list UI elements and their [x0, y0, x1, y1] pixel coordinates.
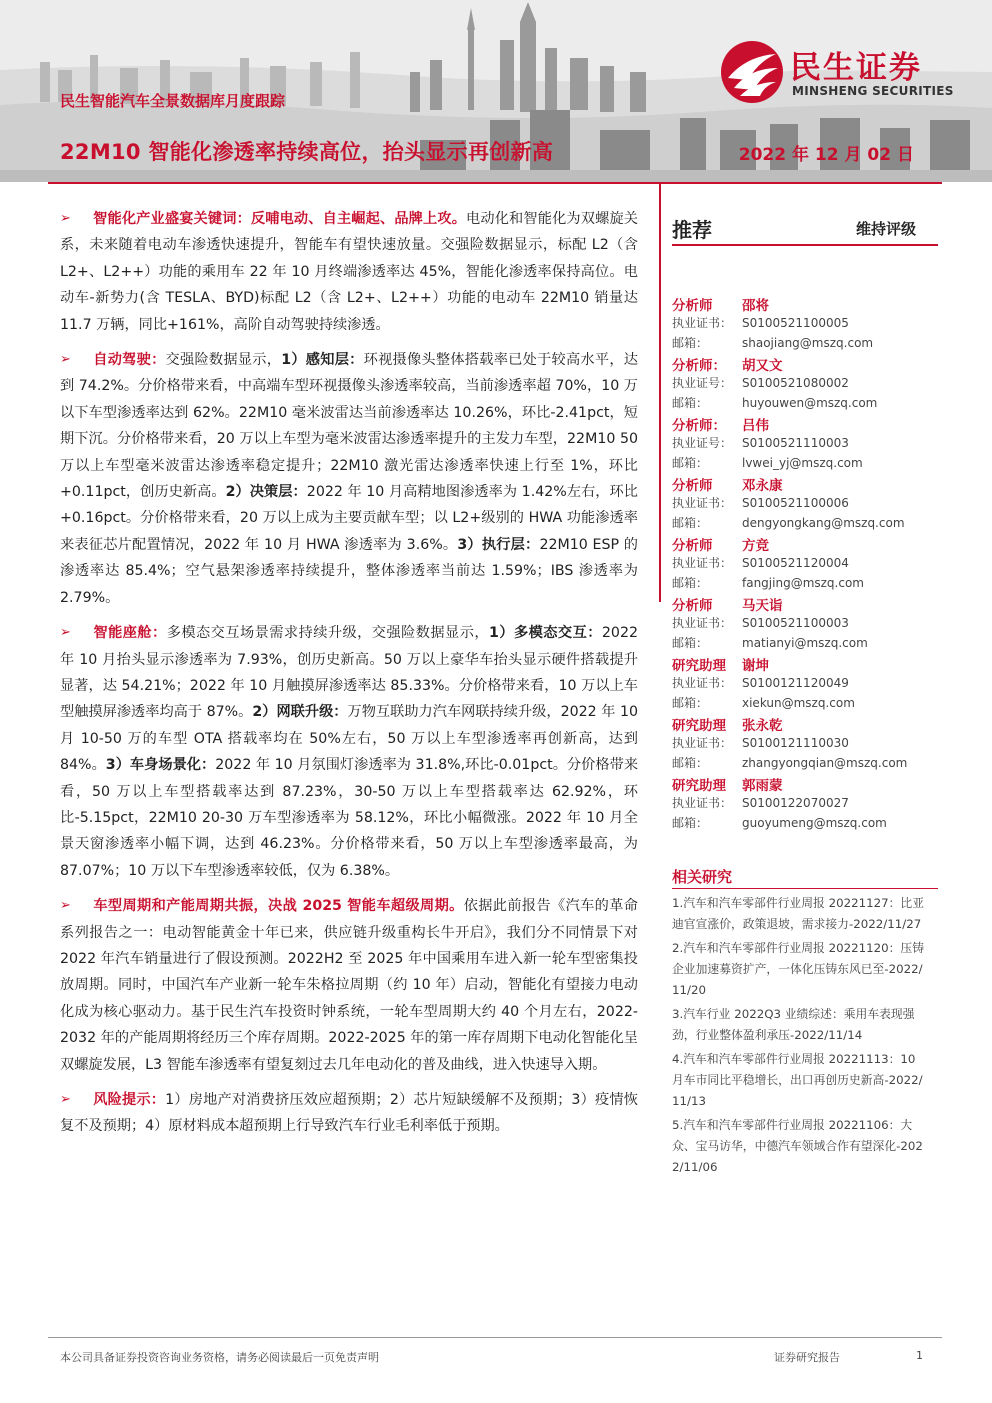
- analyst-cert-row: [672, 794, 938, 814]
- analyst-email-row: [672, 394, 938, 414]
- cert-label: 执业证书：: [672, 616, 733, 630]
- analyst-cert-row: [672, 434, 938, 454]
- paragraph-text: 环视摄像头整体搭载率已处于较高水平，达到 74.2%。分价格带来看，中高端车型环视摄像头渗透率较高，当前渗透率超 70%，10 万以下车型渗透率达到 62%。22M10 毫米波雷达当前渗透率达 10.26%，环比-2.41pct，短期下沉。分价格带来看，20 万以上车型为毫米波雷达渗透率提升的主发力车型，22M10 50 万以上车型毫米波雷达渗透率稳定提升；22M10 激光雷达渗透率快速上行至 1%，环比+0.11pct，创历史新高。: [60, 352, 638, 501]
- paragraph-text: 1）房地产对消费挤压效应超预期；2）芯片短缺缓解不及预期；3）疫情恢复不及预期；4）原材料成本超预期上行导致汽车行业毛利率低于预期。: [60, 1092, 638, 1135]
- paragraph-lead: 自动驾驶：: [93, 352, 166, 369]
- email-label: 邮箱：: [672, 516, 709, 530]
- series-title: 民生智能汽车全景数据库月度跟踪: [60, 92, 286, 110]
- analyst-role: 分析师: [672, 598, 713, 614]
- analyst-email: dengyongkang@mszq.com: [742, 516, 905, 530]
- paragraph-text: 2022 年 10 月氛围灯渗透率为 31.8%,环比-0.01pct。分价格带来看，50 万以上车型搭载率达到 87.23%，30-50 万以上车型搭载率达 62.92%，环比-5.15pct，22M10 20-30 万车型渗透率为 58.12%，环比小幅微涨。2022 年 10 月全景天窗渗透率小幅下调，达到 46.23%。分价格带来看，50 万以上车型渗透率最高，为 87.07%；10 万以下车型渗透率较低，仅为 6.38%。: [60, 757, 639, 879]
- analyst-email: shaojiang@mszq.com: [742, 336, 874, 350]
- cert-number: S0100521100006: [742, 496, 849, 510]
- analyst-cert-row: [672, 614, 938, 634]
- analyst-card: [672, 354, 938, 414]
- analyst-name: 郭雨蒙: [742, 778, 783, 794]
- analyst-role: 分析师：: [672, 358, 726, 374]
- analyst-name-row: [672, 594, 938, 614]
- paragraph-subhead: 1）感知层：: [281, 352, 364, 369]
- bullet-arrow-icon: ➢: [60, 352, 71, 368]
- analyst-email: zhangyongqian@mszq.com: [742, 756, 908, 770]
- cert-label: 执业证号：: [672, 436, 733, 450]
- bullet-arrow-icon: ➢: [60, 898, 71, 914]
- paragraph-subhead: 3）执行层：: [457, 536, 540, 553]
- cert-label: 执业证书：: [672, 316, 733, 330]
- analyst-email-row: [672, 454, 938, 474]
- analyst-name: 邵将: [742, 298, 769, 314]
- minsheng-logo: [718, 38, 968, 108]
- bullet-arrow-icon: ➢: [60, 211, 71, 226]
- cert-number: S0100122070027: [742, 796, 849, 810]
- cert-number: S0100121120049: [742, 676, 849, 690]
- column-divider: [659, 182, 661, 602]
- recommendation-title: 推荐: [672, 218, 712, 242]
- analyst-role: 研究助理: [672, 718, 726, 734]
- cert-number: S0100521100003: [742, 616, 849, 630]
- email-label: 邮箱：: [672, 456, 709, 470]
- analyst-cert-row: [672, 374, 938, 394]
- cert-number: S0100121110030: [742, 736, 849, 750]
- paragraph-text: 电动化和智能化为双螺旋关系，未来随着电动车渗透快速提升，智能车有望快速放量。交强险数据显示，标配 L2（含 L2+、L2++）功能的乘用车 22 年 10 月终端渗透率达 45%，智能化渗透率保持高位。电动车-新势力(含 TESLA、BYD)标配 L2（含 L2+、L2++）功能的电动车 22M10 销量达 11.7 万辆，同比+161%，高阶自动驾驶持续渗透。: [60, 211, 638, 333]
- related-research-item: 3.汽车行业 2022Q3 业绩综述：乘用车表现强劲，行业整体盈利承压-2022/11/14: [672, 1007, 915, 1042]
- email-label: 邮箱：: [672, 336, 709, 350]
- paragraph-text: 2022 年 10 月高精地图渗透率为 1.42%左右，环比+0.16pct。分价格带来看，20 万以上成为主要贡献车型；以 L2+级别的 HWA 功能渗透率来表征芯片配置情况，2022 年 10 月 HWA 渗透率为 3.6%。: [60, 484, 638, 553]
- analyst-email: xiekun@mszq.com: [742, 696, 855, 710]
- cert-label: 执业证书：: [672, 556, 733, 570]
- cert-number: S0100521120004: [742, 556, 849, 570]
- paragraph-lead: 智能座舱：: [93, 625, 167, 642]
- cert-label: 执业证书：: [672, 496, 733, 510]
- analyst-cert-row: [672, 494, 938, 514]
- paragraph-text: 交强险数据显示，: [165, 352, 282, 369]
- bullet-arrow-icon: ➢: [60, 1092, 71, 1107]
- cert-number: S0100521110003: [742, 436, 849, 450]
- footer-divider: [48, 1337, 942, 1338]
- analyst-email-row: [672, 514, 938, 534]
- analyst-name: 谢坤: [742, 658, 769, 674]
- analyst-email: matianyi@mszq.com: [742, 636, 868, 650]
- analyst-role: 研究助理: [672, 778, 726, 794]
- paragraph-text: 依据此前报告《汽车的革命系列报告之一：电动智能黄金十年已来，供应链升级重构长牛开启》，我们分不同情景下对 2022 年汽车销量进行了假设预测。2022H2 至 2025 年中国乘用车进入新一轮车型密集投放周期。同时，中国汽车产业新一轮车朱格拉周期（约 10 年）启动，智能化有望接力电动化成为核心驱动力。基于民生汽车投资时钟系统，一轮车型周期大约 40 个月左右，2022-2032 年的产能周期将经历三个库存周期。2022-2025 年的第一库存周期下电动化智能化呈双螺旋发展，L3 智能车渗透率有望复刻过去几年电动化的普及曲线，进入快速导入期。: [60, 898, 638, 1073]
- summary-paragraph-2: [60, 347, 638, 611]
- analyst-role: 分析师: [672, 298, 713, 314]
- page-number: 1: [916, 1349, 923, 1362]
- cert-number: S0100521100005: [742, 316, 849, 330]
- analyst-name: 马天诣: [742, 598, 783, 614]
- analyst-name-row: [672, 654, 938, 674]
- related-research-list: [672, 893, 924, 1181]
- minsheng-emblem-icon: [718, 38, 786, 106]
- cert-label: 执业证书：: [672, 796, 733, 810]
- analyst-name-row: [672, 354, 938, 374]
- email-label: 邮箱：: [672, 756, 709, 770]
- bullet-arrow-icon: ➢: [60, 625, 71, 641]
- header-banner: [0, 0, 992, 182]
- logo-english-name: MINSHENG SECURITIES: [792, 84, 954, 98]
- paragraph-subhead: 3）车身场景化：: [105, 757, 216, 774]
- paragraph-subhead: 2）决策层：: [225, 484, 307, 501]
- paragraph-subhead: 1）多模态交互：: [489, 625, 602, 642]
- cert-label: 执业证书：: [672, 676, 733, 690]
- paragraph-lead: 车型周期和产能周期共振，决战 2025 智能车超级周期。: [93, 898, 464, 915]
- analyst-cert-row: [672, 734, 938, 754]
- email-label: 邮箱：: [672, 396, 709, 410]
- analyst-role: 分析师：: [672, 418, 726, 434]
- analyst-name-row: [672, 294, 938, 314]
- analyst-card: [672, 654, 938, 714]
- analyst-email-row: [672, 694, 938, 714]
- summary-paragraph-5: [60, 1087, 638, 1140]
- header-divider: [48, 182, 942, 184]
- cert-label: 执业证号：: [672, 376, 733, 390]
- analyst-email: guoyumeng@mszq.com: [742, 816, 887, 830]
- analyst-name-row: [672, 414, 938, 434]
- footer-disclaimer: 本公司具备证券投资咨询业务资格，请务必阅读最后一页免责声明: [60, 1351, 379, 1364]
- analyst-card: [672, 714, 938, 774]
- analyst-role: 分析师: [672, 538, 713, 554]
- analyst-name-row: [672, 714, 938, 734]
- analyst-role: 分析师: [672, 478, 713, 494]
- related-research-item: 1.汽车和汽车零部件行业周报 20221127：比亚迪官宣涨价，政策退坡，需求接力-2022/11/27: [672, 896, 925, 931]
- analyst-email: huyouwen@mszq.com: [742, 396, 878, 410]
- paragraph-text: 多模态交互场景需求持续升级，交强险数据显示，: [166, 625, 489, 642]
- related-research-divider: [672, 888, 938, 889]
- related-research-item: 2.汽车和汽车零部件行业周报 20221120：压铸企业加速募资扩产，一体化压铸东风已至-2022/11/20: [672, 941, 925, 997]
- analyst-card: [672, 414, 938, 474]
- analyst-cert-row: [672, 314, 938, 334]
- analyst-cert-row: [672, 554, 938, 574]
- analyst-name: 吕伟: [742, 418, 769, 434]
- cert-number: S0100521080002: [742, 376, 849, 390]
- analyst-card: [672, 294, 938, 354]
- email-label: 邮箱：: [672, 636, 709, 650]
- paragraph-text: 万物互联助力汽车网联持续升级，2022 年 10 月 10-50 万的车型 OTA 搭载率均在 50%左右，50 万以上车型渗透率再创新高，达到 84%。: [60, 704, 639, 774]
- email-label: 邮箱：: [672, 816, 709, 830]
- analyst-email-row: [672, 814, 938, 834]
- analyst-card: [672, 594, 938, 654]
- analyst-email-row: [672, 634, 938, 654]
- analyst-email-row: [672, 334, 938, 354]
- analyst-cert-row: [672, 674, 938, 694]
- analyst-name-row: [672, 474, 938, 494]
- report-title: 22M10 智能化渗透率持续高位，抬头显示再创新高: [60, 140, 554, 164]
- analyst-card: [672, 774, 938, 834]
- analyst-name-row: [672, 774, 938, 794]
- summary-paragraph-3: [60, 620, 638, 884]
- analyst-name: 胡又文: [742, 358, 783, 374]
- related-research-item: 5.汽车和汽车零部件行业周报 20221106：大众、宝马访华，中德汽车领域合作有望深化-2022/11/06: [672, 1118, 923, 1174]
- analyst-name: 邓永康: [742, 478, 783, 494]
- paragraph-text: 2022 年 10 月抬头显示渗透率为 7.93%，创历史新高。50 万以上豪华车抬头显示硬件搭载提升显著，达 54.21%；2022 年 10 月触摸屏渗透率达 85.33%。分价格带来看，10 万以上车型触摸屏渗透率均高于 87%。: [60, 625, 638, 721]
- paragraph-text: 22M10 ESP 的渗透率达 85.4%；空气悬架渗透率持续提升，整体渗透率当前达 1.59%；IBS 渗透率为 2.79%。: [60, 536, 638, 606]
- summary-paragraph-4: [60, 893, 638, 1078]
- analyst-email: lvwei_yj@mszq.com: [742, 456, 863, 470]
- related-research-item: 4.汽车和汽车零部件行业周报 20221113：10 月车市同比平稳增长，出口再创历史新高-2022/11/13: [672, 1052, 923, 1108]
- email-label: 邮箱：: [672, 576, 709, 590]
- analyst-card: [672, 474, 938, 534]
- analyst-name: 方竞: [742, 538, 769, 554]
- email-label: 邮箱：: [672, 696, 709, 710]
- analyst-email-row: [672, 574, 938, 594]
- paragraph-lead: 智能化产业盛宴关键词：反哺电动、自主崛起、品牌上攻。: [93, 211, 467, 227]
- logo-chinese-name: 民生证券: [790, 50, 922, 86]
- related-research-title: 相关研究: [672, 868, 733, 886]
- analyst-card: [672, 534, 938, 594]
- paragraph-lead: 风险提示：: [93, 1092, 166, 1108]
- analyst-email-row: [672, 754, 938, 774]
- analyst-name: 张永乾: [742, 718, 783, 734]
- paragraph-subhead: 2）网联升级：: [252, 704, 348, 721]
- footer-report-type: 证券研究报告: [774, 1351, 840, 1364]
- recommendation-row: [672, 206, 938, 246]
- rating-panel: [672, 206, 938, 246]
- report-date: 2022 年 12 月 02 日: [738, 145, 914, 165]
- summary-paragraph-1: [60, 206, 638, 338]
- analyst-email: fangjing@mszq.com: [742, 576, 864, 590]
- analyst-role: 研究助理: [672, 658, 726, 674]
- analyst-list: [672, 294, 938, 834]
- cert-label: 执业证书：: [672, 736, 733, 750]
- summary-column: [60, 206, 638, 1149]
- analyst-name-row: [672, 534, 938, 554]
- rating-label: 维持评级: [855, 220, 916, 238]
